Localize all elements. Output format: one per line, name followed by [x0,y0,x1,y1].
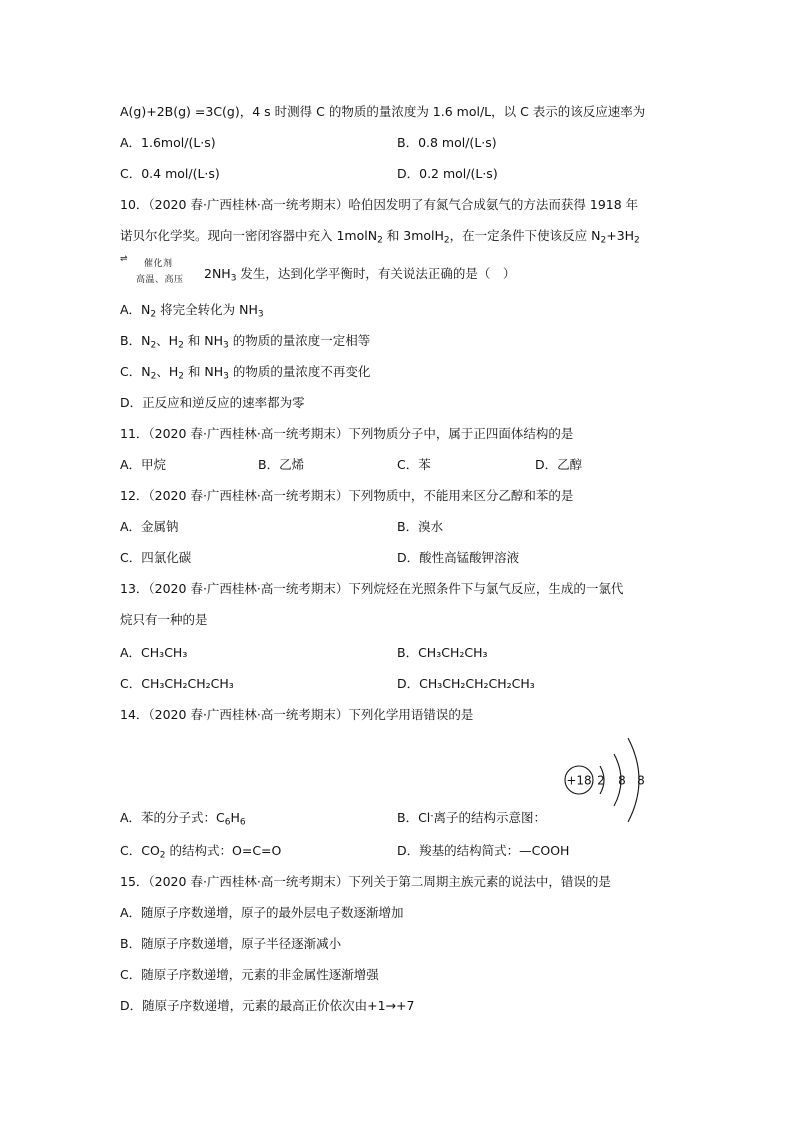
q13-option-b: B．CH₃CH₂CH₃ [397,645,488,660]
q13-option-d: D．CH₃CH₂CH₂CH₂CH₃ [397,676,535,691]
q15-option-d: D．随原子序数递增，元素的最高正价依次由+1→+7 [120,998,415,1013]
q10-option-b: B．$N_2$、$H_2$ 和 $NH_3$ 的物质的量浓度一定相等 [120,333,371,351]
q14-option-a: A．苯的分子式：$C_6H_6$ [120,810,246,828]
atom-shell-electrons-1: 2 [597,773,605,788]
chloride-ion-structure-diagram [562,732,652,828]
condition-temp-pressure: 高温、高压 [136,275,184,285]
atom-nucleus-charge: +18 [566,773,592,788]
q10-option-a: A．$N_2$ 将完全转化为 $NH_3$ [120,302,264,320]
q10-option-c: C．$N_2$、$H_2$ 和 $NH_3$ 的物质的量浓度不再变化 [120,364,371,382]
condition-catalyst: 催化剂 [144,259,173,269]
q10-option-d: D．正反应和逆反应的速率都为零 [120,395,305,410]
q14-stem: 14．（2020 春·广西桂林·高一统考期末）下列化学用语错误的是 [120,707,474,722]
q13-stem-line2: 烷只有一种的是 [120,612,208,627]
q13-option-c: C．CH₃CH₂CH₂CH₃ [120,676,234,691]
q9-option-a: A．1.6mol/(L·s) [120,135,216,150]
q14-option-d: D．羧基的结构简式：—COOH [397,843,570,858]
q11-stem: 11．（2020 春·广西桂林·高一统考期末）下列物质分子中，属于正四面体结构的是 [120,426,574,441]
q10-stem-line3: $2NH_3$ 发生，达到化学平衡时，有关说法正确的是（ ） [204,266,516,284]
q11-option-c: C．苯 [397,457,431,472]
q10-stem-line1: 10．（2020 春·广西桂林·高一统考期末）哈伯因发明了有氮气合成氨气的方法而获得 1918 年 [120,197,639,212]
q10-stem-line2: 诺贝尔化学奖。现向一密闭容器中充入 1molN$_2$ 和 3molH$_2$，在一定条件下使该反应 $N_2+3H_2$ [120,228,640,246]
q14-option-b: B．Cl-离子的结构示意图： [397,810,547,825]
reaction-conditions [118,254,198,286]
q15-option-b: B．随原子序数递增，原子半径逐渐减小 [120,936,342,951]
atom-shell-electrons-3: 8 [637,773,645,788]
atom-shell-electrons-2: 8 [618,773,626,788]
equilibrium-arrow-icon: ⇌ [120,254,128,264]
q12-option-c: C．四氯化碳 [120,550,192,565]
q12-stem: 12．（2020 春·广西桂林·高一统考期末）下列物质中，不能用来区分乙醇和苯的是 [120,488,574,503]
q11-option-b: B．乙烯 [258,457,305,472]
q9-stem: A(g)+2B(g) =3C(g)，4 s 时测得 C 的物质的量浓度为 1.6 mol/L，以 C 表示的该反应速率为 [120,104,646,119]
q15-option-c: C．随原子序数递增，元素的非金属性逐渐增强 [120,967,379,982]
q9-option-d: D．0.2 mol/(L·s) [397,166,498,181]
q13-option-a: A．CH₃CH₃ [120,645,188,660]
q9-option-c: C．0.4 mol/(L·s) [120,166,220,181]
q15-option-a: A．随原子序数递增，原子的最外层电子数逐渐增加 [120,905,404,920]
q14-option-c: C．$CO_2$ 的结构式：O=C=O [120,843,282,861]
q11-option-d: D．乙醇 [535,457,583,472]
q11-option-a: A．甲烷 [120,457,167,472]
q12-option-d: D．酸性高锰酸钾溶液 [397,550,520,565]
q13-stem-line1: 13．（2020 春·广西桂林·高一统考期末）下列烷烃在光照条件下与氯气反应，生成的一氯代 [120,581,624,596]
q15-stem: 15．（2020 春·广西桂林·高一统考期末）下列关于第二周期主族元素的说法中，错误的是 [120,874,611,889]
q9-option-b: B．0.8 mol/(L·s) [397,135,497,150]
q12-option-b: B．溴水 [397,519,444,534]
q12-option-a: A．金属钠 [120,519,179,534]
